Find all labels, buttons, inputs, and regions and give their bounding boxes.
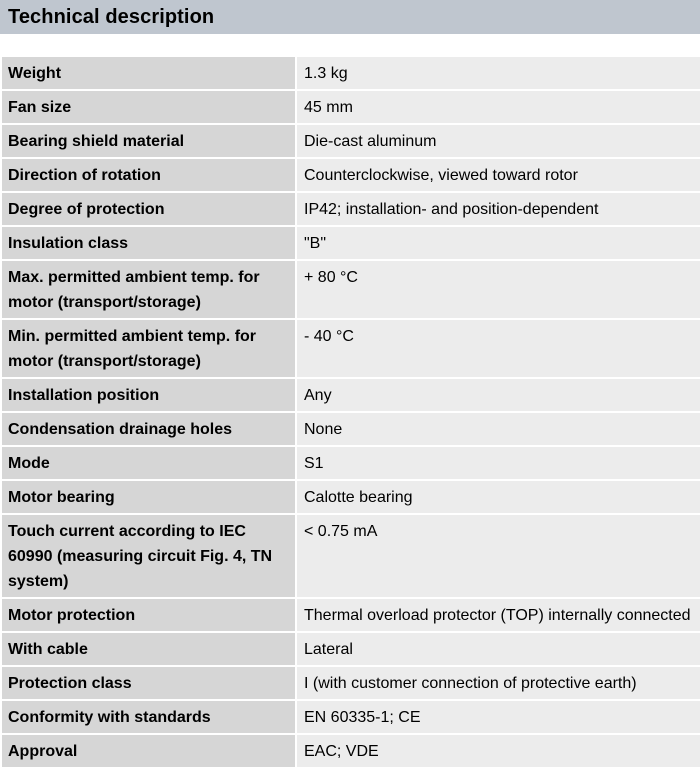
table-row (2, 735, 700, 769)
table-row (2, 261, 700, 320)
row-value-motor-protection: Thermal overload protector (TOP) internally connected (297, 599, 700, 631)
row-label-condensation-drainage-holes: Condensation drainage holes (2, 413, 297, 445)
row-value-direction-of-rotation: Counterclockwise, viewed toward rotor (297, 159, 700, 191)
row-label-min-ambient-temp: Min. permitted ambient temp. for motor (transport/storage) (2, 320, 297, 377)
table-row (2, 413, 700, 447)
row-label-motor-protection: Motor protection (2, 599, 297, 631)
row-label-bearing-shield-material: Bearing shield material (2, 125, 297, 157)
row-label-approval: Approval (2, 735, 297, 767)
row-value-conformity-with-standards: EN 60335-1; CE (297, 701, 700, 733)
spec-table (2, 57, 700, 769)
table-row (2, 57, 700, 91)
row-value-bearing-shield-material: Die-cast aluminum (297, 125, 700, 157)
row-value-installation-position: Any (297, 379, 700, 411)
row-label-installation-position: Installation position (2, 379, 297, 411)
table-row (2, 447, 700, 481)
row-value-approval: EAC; VDE (297, 735, 700, 767)
row-label-fan-size: Fan size (2, 91, 297, 123)
row-label-protection-class: Protection class (2, 667, 297, 699)
row-value-motor-bearing: Calotte bearing (297, 481, 700, 513)
table-row (2, 599, 700, 633)
row-value-min-ambient-temp: - 40 °C (297, 320, 700, 377)
row-label-weight: Weight (2, 57, 297, 89)
row-value-protection-class: I (with customer connection of protective earth) (297, 667, 700, 699)
row-value-degree-of-protection: IP42; installation- and position-dependent (297, 193, 700, 225)
table-row (2, 227, 700, 261)
row-value-with-cable: Lateral (297, 633, 700, 665)
row-value-touch-current: < 0.75 mA (297, 515, 700, 597)
table-row (2, 320, 700, 379)
table-row (2, 125, 700, 159)
row-value-insulation-class: "B" (297, 227, 700, 259)
row-label-direction-of-rotation: Direction of rotation (2, 159, 297, 191)
row-label-conformity-with-standards: Conformity with standards (2, 701, 297, 733)
row-label-motor-bearing: Motor bearing (2, 481, 297, 513)
table-row (2, 701, 700, 735)
row-label-insulation-class: Insulation class (2, 227, 297, 259)
table-row (2, 633, 700, 667)
table-row (2, 481, 700, 515)
row-label-touch-current: Touch current according to IEC 60990 (measuring circuit Fig. 4, TN system) (2, 515, 297, 597)
row-value-weight: 1.3 kg (297, 57, 700, 89)
table-row (2, 159, 700, 193)
row-value-condensation-drainage-holes: None (297, 413, 700, 445)
table-row (2, 91, 700, 125)
table-row (2, 515, 700, 599)
table-row (2, 667, 700, 701)
table-row (2, 379, 700, 413)
table-row (2, 193, 700, 227)
page-title: Technical description (0, 0, 700, 34)
row-label-mode: Mode (2, 447, 297, 479)
row-label-max-ambient-temp: Max. permitted ambient temp. for motor (transport/storage) (2, 261, 297, 318)
row-value-mode: S1 (297, 447, 700, 479)
row-label-with-cable: With cable (2, 633, 297, 665)
row-label-degree-of-protection: Degree of protection (2, 193, 297, 225)
row-value-max-ambient-temp: + 80 °C (297, 261, 700, 318)
row-value-fan-size: 45 mm (297, 91, 700, 123)
